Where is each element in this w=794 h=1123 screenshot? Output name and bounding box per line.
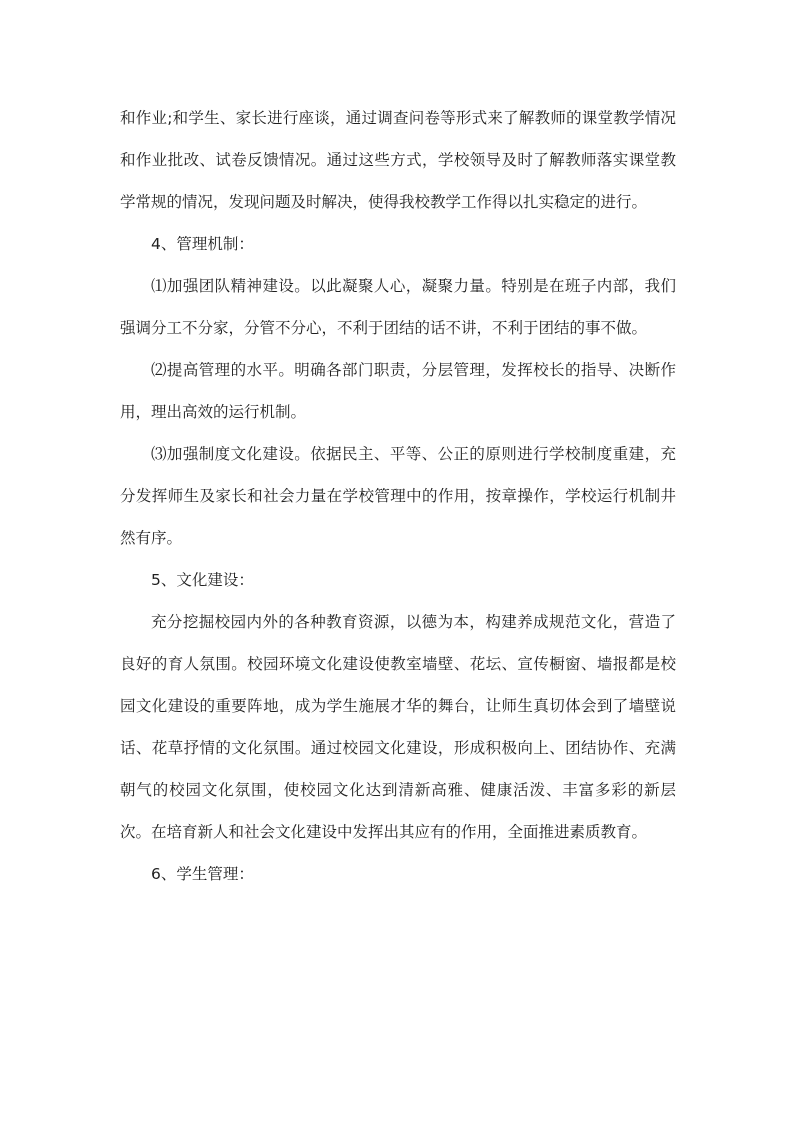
section-heading-student-management: 6、学生管理： xyxy=(151,865,254,883)
paragraph-institutional-culture: ⑶加强制度文化建设。依据民主、平等、公正的原则进行学校制度重建，充分发挥师生及家长和社会力量在学校管理中的作用，按章操作，学校运行机制井然有序。 xyxy=(120,445,676,547)
document-body xyxy=(120,97,676,895)
paragraph-continuation: 和作业;和学生、家长进行座谈，通过调查问卷等形式来了解教师的课堂教学情况和作业批改、试卷反馈情况。通过这些方式，学校领导及时了解教师落实课堂教学常规的情况，发现问题及时解决，使得我校教学工作得以扎实稳定的进行。 xyxy=(120,109,676,211)
section-heading-culture: 5、文化建设： xyxy=(151,571,254,589)
paragraph-team-spirit: ⑴加强团队精神建设。以此凝聚人心，凝聚力量。特别是在班子内部，我们强调分工不分家，分管不分心，不利于团结的话不讲，不利于团结的事不做。 xyxy=(120,277,676,337)
paragraph-management-level: ⑵提高管理的水平。明确各部门职责，分层管理，发挥校长的指导、决断作用，理出高效的运行机制。 xyxy=(120,361,676,421)
section-heading-management: 4、管理机制： xyxy=(151,235,254,253)
paragraph-campus-culture: 充分挖掘校园内外的各种教育资源，以德为本，构建养成规范文化，营造了良好的育人氛围。校园环境文化建设使教室墙壁、花坛、宣传橱窗、墙报都是校园文化建设的重要阵地，成为学生施展才华的舞台，让师生真切体会到了墙壁说话、花草抒情的文化氛围。通过校园文化建设，形成积极向上、团结协作、充满朝气的校园文化氛围，使校园文化达到清新高雅、健康活泼、丰富多彩的新层次。在培育新人和社会文化建设中发挥出其应有的作用，全面推进素质教育。 xyxy=(120,613,676,841)
